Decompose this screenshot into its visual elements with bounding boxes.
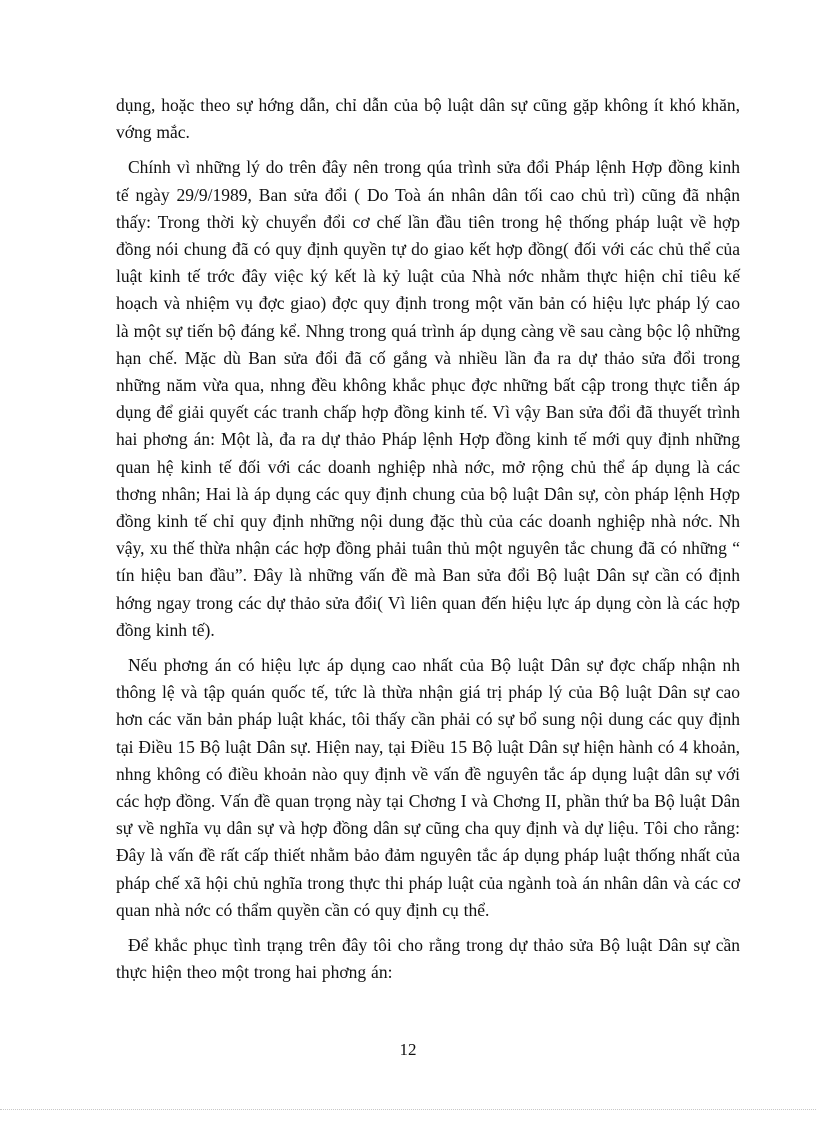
paragraph-two-options: Để khắc phục tình trạng trên đây tôi cho rằng trong dự thảo sửa Bộ luật Dân sự cần thực hiện theo một trong hai phơng án:: [116, 935, 740, 983]
paragraph-contract-law-revision: Chính vì những lý do trên đây nên trong qúa trình sửa đổi Pháp lệnh Hợp đồng kinh tế ngày 29/9/1989, Ban sửa đổi ( Do Toà án nhân dân tối cao chủ trì) cũng đã nhận thấy: Trong thời kỳ chuyển đổi cơ chế lần đầu tiên trong hệ thống pháp luật về hợp đồng nói chung đã có quy định quyền tự do giao kết hợp đồng( đối với các chủ thể của luật kinh tế trớc đây việc ký kết là kỷ luật của Nhà nớc nhằm thực hiện chỉ tiêu kế hoạch và nhiệm vụ đợc giao) đợc quy định trong một văn bản có hiệu lực pháp lý cao là một sự tiến bộ đáng kể. Nhng trong quá trình áp dụng càng về sau càng bộc lộ những hạn chế. Mặc dù Ban sửa đổi đã cố gắng và nhiều lần đa ra dự thảo sửa đổi trong những năm vừa qua, nhng đều không khắc phục đợc những bất cập trong thực tiễn áp dụng để giải quyết các tranh chấp hợp đồng kinh tế. Vì vậy Ban sửa đổi đã thuyết trình hai phơng án: Một là, đa ra dự thảo Pháp lệnh Hợp đồng kinh tế mới quy định những quan hệ kinh tế đối với các doanh nghiệp nhà nớc, mở rộng chủ thể áp dụng là các thơng nhân; Hai là áp dụng các quy định chung của bộ luật Dân sự, còn pháp lệnh Hợp đồng kinh tế chỉ quy định những nội dung đặc thù của các doanh nghiệp nhà nớc. Nh vậy, xu thế thừa nhận các hợp đồng phải tuân thủ một nguyên tắc chung đã có những “ tín hiệu ban đầu”. Đây là những vấn đề mà Ban sửa đổi Bộ luật Dân sự cần có định hớng ngay trong các dự thảo sửa đổi( Vì liên quan đến hiệu lực áp dụng còn là các hợp đồng kinh tế).: [116, 157, 740, 640]
paragraph-article-15: Nếu phơng án có hiệu lực áp dụng cao nhất của Bộ luật Dân sự đợc chấp nhận nh thông lệ và tập quán quốc tế, tức là thừa nhận giá trị pháp lý của Bộ luật Dân sự cao hơn các văn bản pháp luật khác, tôi thấy cần phải có sự bổ sung nội dung các quy định tại Điều 15 Bộ luật Dân sự. Hiện nay, tại Điều 15 Bộ luật Dân sự hiện hành có 4 khoản, nhng không có điều khoản nào quy định về vấn đề nguyên tắc áp dụng luật dân sự với các hợp đồng. Vấn đề quan trọng này tại Chơng I và Chơng II, phần thứ ba Bộ luật Dân sự về nghĩa vụ dân sự và hợp đồng dân sự cũng cha quy định và dự liệu. Tôi cho rằng: Đây là vấn đề rất cấp thiết nhằm bảo đảm nguyên tắc áp dụng pháp luật thống nhất của pháp chế xã hội chủ nghĩa trong thực thi pháp luật của ngành toà án nhân dân và các cơ quan nhà nớc có thẩm quyền cần có quy định cụ thể.: [116, 655, 740, 920]
page-number: 12: [399, 1040, 417, 1059]
paragraph-continuation: dụng, hoặc theo sự hớng dẫn, chỉ dẫn của bộ luật dân sự cũng gặp không ít khó khăn, vớng mắc.: [116, 95, 740, 143]
page-bottom-rule: [0, 1109, 816, 1110]
body-text: [116, 92, 740, 995]
